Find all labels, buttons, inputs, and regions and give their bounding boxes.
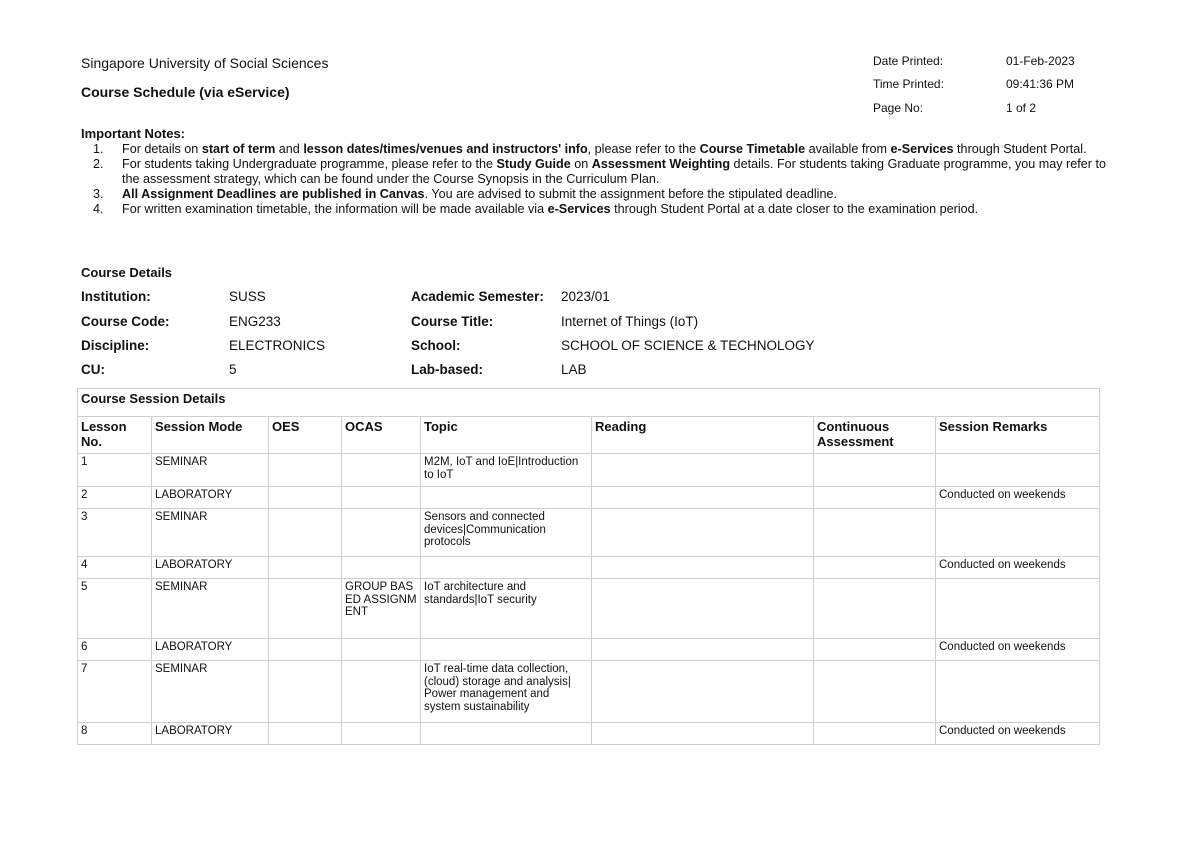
note-text-bold: Assessment Weighting (591, 157, 731, 171)
cu-value: 5 (229, 362, 237, 377)
table-cell (936, 661, 1100, 723)
cu-label: CU: (81, 362, 105, 377)
note-item (81, 187, 1111, 202)
course-code-value: ENG233 (229, 314, 281, 329)
page-no-value: 1 of 2 (1006, 101, 1037, 115)
table-cell (592, 579, 814, 639)
note-text: For details on (122, 142, 202, 156)
table-cell (814, 487, 936, 509)
course-session-table (77, 388, 1100, 745)
table-header-row (78, 417, 1100, 454)
date-printed-label: Date Printed: (873, 54, 944, 68)
table-cell (814, 723, 936, 745)
table-cell: 1 (78, 454, 152, 487)
note-item (81, 157, 1111, 187)
important-notes-heading: Important Notes: (81, 126, 185, 141)
table-cell: Conducted on weekends (936, 639, 1100, 661)
table-cell (592, 509, 814, 557)
table-cell (269, 454, 342, 487)
table-cell (421, 723, 592, 745)
table-row (78, 723, 1100, 745)
table-cell (269, 661, 342, 723)
lab-based-value: LAB (561, 362, 587, 377)
note-text: and (275, 142, 304, 156)
note-text: details. For students taking Graduate programme, you may refer to the assessment strategy, which can be found under the Course Synopsis in the Curriculum Plan. (122, 157, 1106, 186)
table-cell (592, 487, 814, 509)
table-cell (342, 487, 421, 509)
column-header: Topic (421, 417, 592, 454)
table-cell: Sensors and connected devices|Communication protocols (421, 509, 592, 557)
table-cell (269, 487, 342, 509)
table-cell: LABORATORY (152, 639, 269, 661)
note-text-bold: Study Guide (496, 157, 571, 171)
course-title-value: Internet of Things (IoT) (561, 314, 699, 329)
table-cell (814, 639, 936, 661)
table-cell (342, 661, 421, 723)
important-notes-list (81, 142, 1111, 217)
note-number: 3. (93, 187, 104, 201)
table-cell (592, 557, 814, 579)
lab-based-label: Lab-based: (411, 362, 484, 377)
table-cell (814, 579, 936, 639)
table-cell (592, 639, 814, 661)
table-cell (936, 454, 1100, 487)
table-cell: LABORATORY (152, 487, 269, 509)
note-text-bold: lesson dates/times/venues and instructors' info (303, 142, 588, 156)
note-text: . You are advised to submit the assignment before the stipulated deadline. (424, 187, 837, 201)
academic-semester-value: 2023/01 (561, 289, 610, 304)
table-cell (421, 639, 592, 661)
institution-label: Institution: (81, 289, 151, 304)
table-cell (269, 579, 342, 639)
note-item (81, 142, 1111, 157)
table-cell: LABORATORY (152, 557, 269, 579)
note-text: through Student Portal at a date closer to the examination period. (610, 202, 979, 216)
date-printed-value: 01-Feb-2023 (1006, 54, 1075, 68)
table-row (78, 579, 1100, 639)
table-cell: Conducted on weekends (936, 557, 1100, 579)
institution-name: Singapore University of Social Sciences (81, 55, 329, 71)
table-cell: Conducted on weekends (936, 723, 1100, 745)
table-cell (592, 723, 814, 745)
note-text-bold: e-Services (547, 202, 611, 216)
table-row (78, 639, 1100, 661)
column-header: Continuous Assessment (814, 417, 936, 454)
table-cell (592, 661, 814, 723)
column-header: Lesson No. (78, 417, 152, 454)
note-text: For written examination timetable, the information will be made available via (122, 202, 548, 216)
table-cell (814, 509, 936, 557)
note-text: For students taking Undergraduate programme, please refer to the (122, 157, 497, 171)
document-title: Course Schedule (via eService) (81, 84, 290, 100)
table-cell: M2M, IoT and IoE|Introduction to IoT (421, 454, 592, 487)
course-session-details-caption: Course Session Details (78, 389, 1100, 417)
table-cell (342, 454, 421, 487)
table-row (78, 454, 1100, 487)
table-cell: SEMINAR (152, 454, 269, 487)
table-cell (592, 454, 814, 487)
table-cell: 4 (78, 557, 152, 579)
table-cell (342, 509, 421, 557)
table-cell (421, 487, 592, 509)
table-cell (936, 579, 1100, 639)
course-code-label: Course Code: (81, 314, 170, 329)
time-printed-value: 09:41:36 PM (1006, 77, 1075, 91)
school-value: SCHOOL OF SCIENCE & TECHNOLOGY (561, 338, 815, 353)
table-cell: 3 (78, 509, 152, 557)
discipline-value: ELECTRONICS (229, 338, 326, 353)
table-cell: SEMINAR (152, 661, 269, 723)
note-text-bold: All Assignment Deadlines are published in Canvas (122, 187, 425, 201)
column-header: Session Mode (152, 417, 269, 454)
note-text-bold: Course Timetable (699, 142, 806, 156)
table-cell: 8 (78, 723, 152, 745)
academic-semester-label: Academic Semester: (411, 289, 544, 304)
column-header: OCAS (342, 417, 421, 454)
table-cell: IoT real-time data collection, (cloud) storage and analysis| Power management and system sustainability (421, 661, 592, 723)
table-cell (342, 723, 421, 745)
school-label: School: (411, 338, 461, 353)
table-cell: GROUP BASED ASSIGNMENT (342, 579, 421, 639)
column-header: OES (269, 417, 342, 454)
table-cell: IoT architecture and standards|IoT security (421, 579, 592, 639)
note-text-bold: start of term (201, 142, 276, 156)
table-row (78, 661, 1100, 723)
note-text-bold: e-Services (890, 142, 954, 156)
note-number: 4. (93, 202, 104, 216)
table-cell: LABORATORY (152, 723, 269, 745)
note-text: , please refer to the (587, 142, 700, 156)
table-cell (814, 557, 936, 579)
note-number: 1. (93, 142, 104, 156)
table-cell: SEMINAR (152, 509, 269, 557)
table-cell (814, 661, 936, 723)
note-text: through Student Portal. (953, 142, 1087, 156)
table-cell: 6 (78, 639, 152, 661)
table-cell (269, 639, 342, 661)
course-details-heading: Course Details (81, 265, 173, 280)
note-item (81, 202, 1111, 217)
table-cell (936, 509, 1100, 557)
note-text: on (570, 157, 592, 171)
course-title-label: Course Title: (411, 314, 494, 329)
column-header: Reading (592, 417, 814, 454)
table-cell: 2 (78, 487, 152, 509)
table-cell (342, 639, 421, 661)
table-cell (269, 557, 342, 579)
table-cell: 7 (78, 661, 152, 723)
table-cell (814, 454, 936, 487)
table-cell: 5 (78, 579, 152, 639)
table-row (78, 509, 1100, 557)
table-cell (421, 557, 592, 579)
table-cell (342, 557, 421, 579)
table-cell (269, 509, 342, 557)
page-no-label: Page No: (873, 101, 924, 115)
time-printed-label: Time Printed: (873, 77, 944, 91)
institution-value: SUSS (229, 289, 266, 304)
note-number: 2. (93, 157, 104, 171)
table-row (78, 557, 1100, 579)
discipline-label: Discipline: (81, 338, 150, 353)
table-cell: Conducted on weekends (936, 487, 1100, 509)
note-text: available from (805, 142, 891, 156)
table-cell (269, 723, 342, 745)
column-header: Session Remarks (936, 417, 1100, 454)
table-row (78, 487, 1100, 509)
table-cell: SEMINAR (152, 579, 269, 639)
